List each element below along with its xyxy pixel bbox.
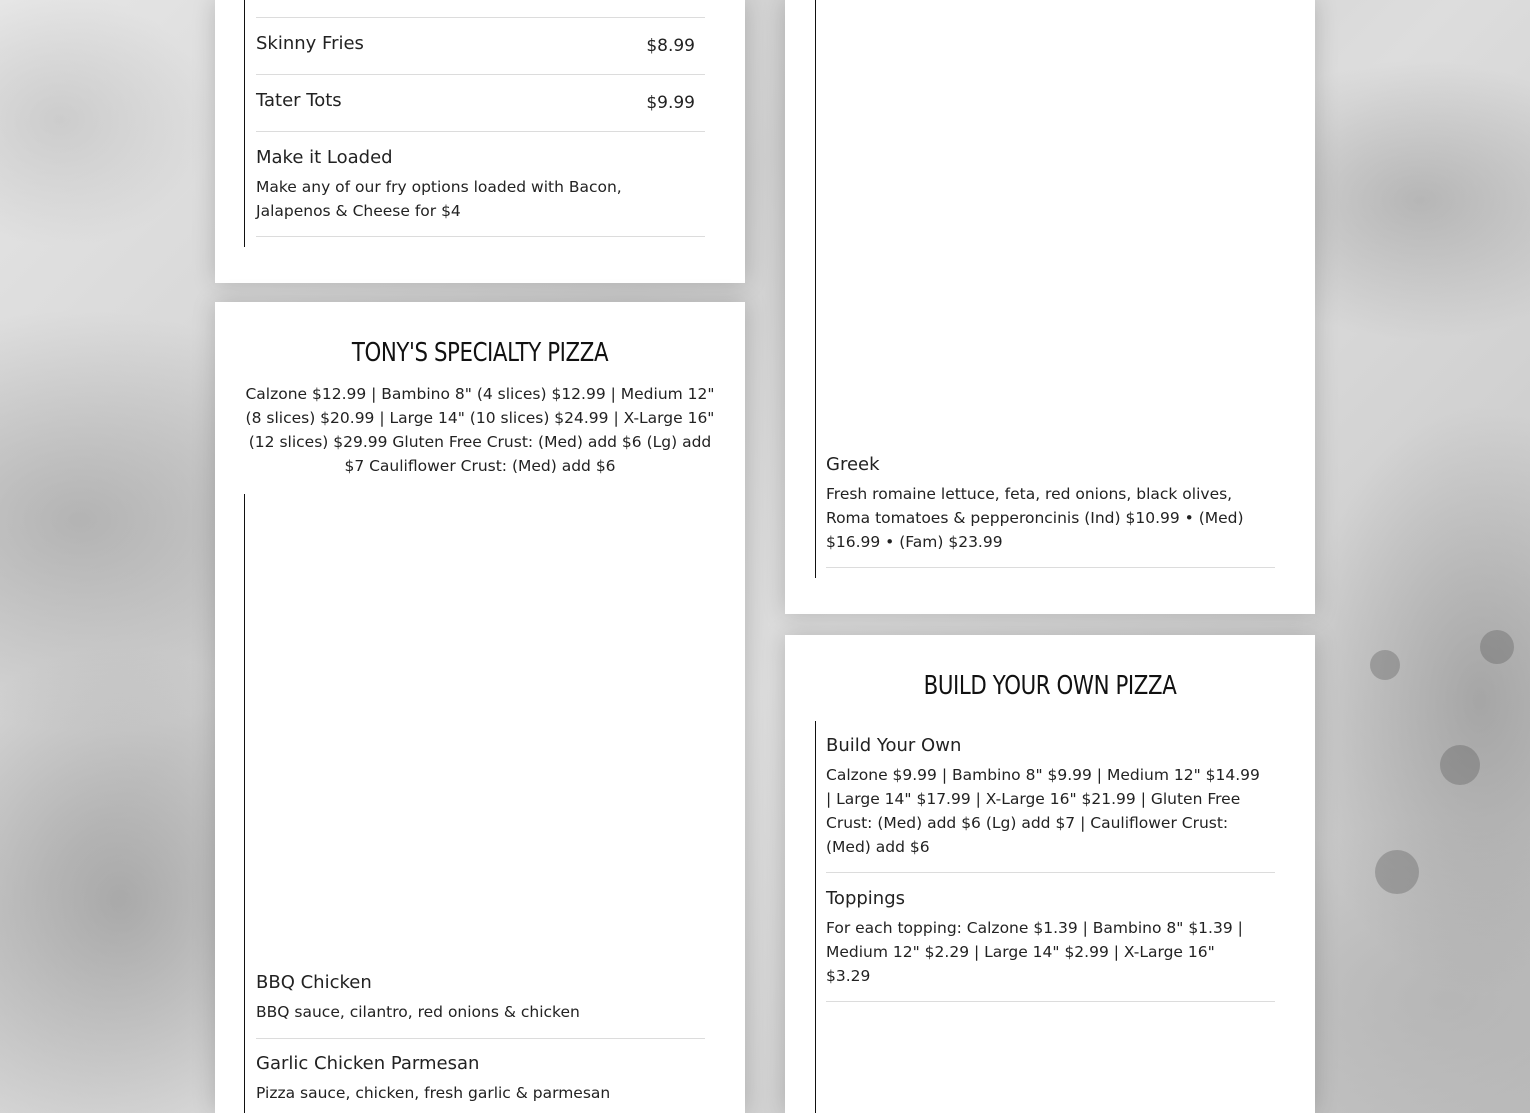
item-name: Build Your Own: [826, 735, 962, 756]
item-name: Garlic Chicken Parmesan: [256, 1053, 480, 1074]
item-separator: [826, 872, 1275, 873]
menu-item: [256, 33, 695, 55]
item-separator: [826, 1001, 1275, 1002]
item-description: Pizza sauce, chicken, fresh garlic & parmesan: [256, 1084, 611, 1102]
item-name: Skinny Fries: [256, 33, 364, 54]
item-description: Make any of our fry options loaded with Bacon, Jalapenos & Cheese for $4: [256, 178, 622, 220]
item-name: BBQ Chicken: [256, 972, 372, 993]
item-description: BBQ sauce, cilantro, red onions & chicken: [256, 1003, 580, 1021]
background-decoration: [1480, 630, 1514, 664]
item-separator: [256, 236, 705, 237]
background-decoration: [1440, 745, 1480, 785]
section-divider-line: [244, 0, 245, 247]
sides-panel: [215, 0, 745, 283]
menu-item: [256, 90, 695, 112]
section-divider-line: [244, 494, 245, 1113]
section-divider-line: [815, 0, 816, 578]
section-title: TONY'S SPECIALTY PIZZA: [351, 338, 609, 368]
menu-item: [256, 147, 676, 223]
background-decoration: [1375, 850, 1419, 894]
menu-item: [256, 1053, 686, 1105]
item-description: For each topping: Calzone $1.39 | Bambino 8" $1.39 | Medium 12" $2.29 | Large 14" $2.99 | X-Large 16" $3.29: [826, 919, 1243, 985]
item-separator: [256, 17, 705, 18]
menu-item: [826, 454, 1264, 554]
background-decoration: [1370, 650, 1400, 680]
section-divider-line: [815, 721, 816, 1113]
menu-item: [826, 888, 1256, 988]
salads-panel: [785, 0, 1315, 614]
item-separator: [256, 131, 705, 132]
item-name: Toppings: [826, 888, 906, 909]
item-name: Tater Tots: [256, 90, 342, 111]
menu-item: [826, 735, 1261, 859]
specialty-pizza-panel: [215, 302, 745, 1113]
item-name: Greek: [826, 454, 880, 475]
item-name: Make it Loaded: [256, 147, 393, 168]
item-separator: [256, 74, 705, 75]
item-separator: [826, 567, 1275, 568]
section-description: Calzone $12.99 | Bambino 8" (4 slices) $12.99 | Medium 12" (8 slices) $20.99 | Large 14" (10 slices) $24.99 | X-Large 16" (12 slices) $29.99 Gluten Free Crust: (Med) add $6 (Lg) add $7 Cauliflower Crust: (Med) add $6: [245, 385, 715, 475]
item-description: Calzone $9.99 | Bambino 8" $9.99 | Medium 12" $14.99 | Large 14" $17.99 | X-Large 16" $21.99 | Gluten Free Crust: (Med) add $6 (Lg) add $7 | Cauliflower Crust: (Med) add $6: [826, 766, 1260, 856]
build-your-own-panel: [785, 635, 1315, 1113]
menu-item: [256, 972, 686, 1024]
item-price: $9.99: [646, 93, 695, 113]
item-description: Fresh romaine lettuce, feta, red onions, black olives, Roma tomatoes & pepperoncinis (Ind) $10.99 • (Med) $16.99 • (Fam) $23.99: [826, 485, 1244, 551]
section-title: BUILD YOUR OWN PIZZA: [923, 671, 1177, 701]
item-price: $8.99: [646, 36, 695, 56]
item-separator: [256, 1038, 705, 1039]
